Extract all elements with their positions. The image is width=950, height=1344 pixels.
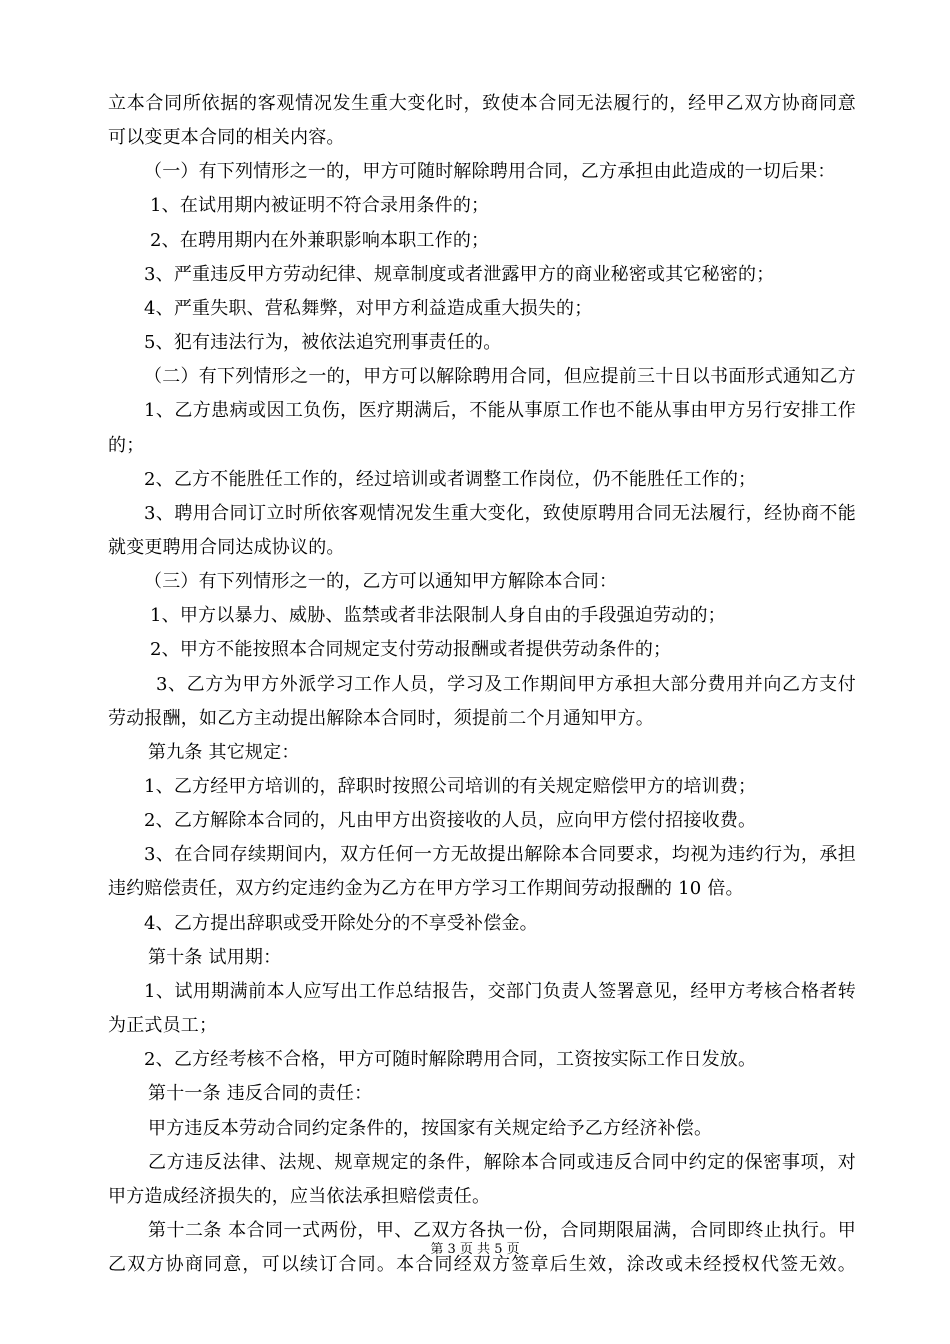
text-line: 第十二条 本合同一式两份，甲、乙双方各执一份，合同期限届满，合同即终止执行。甲 [148, 1220, 856, 1241]
text-line: （一）有下列情形之一的，甲方可随时解除聘用合同，乙方承担由此造成的一切后果： [144, 161, 836, 183]
text-line: 2、乙方解除本合同的，凡由甲方出资接收的人员，应向甲方偿付招接收费。 [144, 810, 757, 832]
text-line: 劳动报酬，如乙方主动提出解除本合同时，须提前二个月通知甲方。 [108, 707, 654, 729]
text-line: 第十一条 违反合同的责任： [148, 1083, 373, 1105]
text-line: 的； [108, 434, 145, 456]
text-line: 2、乙方不能胜任工作的，经过培训或者调整工作岗位，仍不能胜任工作的； [144, 468, 757, 490]
text-line: 3、聘用合同订立时所依客观情况发生重大变化，致使原聘用合同无法履行，经协商不能 [144, 502, 856, 524]
text-line: 1、甲方以暴力、威胁、监禁或者非法限制人身自由的手段强迫劳动的； [150, 605, 726, 627]
text-line: 乙双方协商同意，可以续订合同。本合同经双方签章后生效，涂改或未经授权代签无效。 [108, 1254, 856, 1276]
text-line: 为正式员工； [108, 1015, 218, 1036]
text-line: 3、在合同存续期间内，双方任何一方无故提出解除本合同要求，均视为违约行为，承担 [144, 844, 856, 866]
text-line: 甲方违反本劳动合同约定条件的，按国家有关规定给予乙方经济补偿。 [148, 1117, 713, 1139]
page-footer: 第 3 页 共 5 页 [430, 1242, 520, 1257]
text-line: 违约赔偿责任，双方约定违约金为乙方在甲方学习工作期间劳动报酬的 10 倍。 [108, 878, 744, 900]
text-line: 1、乙方患病或因工负伤，医疗期满后，不能从事原工作也不能从事由甲方另行安排工作 [144, 400, 856, 422]
text-line: （二）有下列情形之一的，甲方可以解除聘用合同，但应提前三十日以书面形式通知乙方 [144, 366, 856, 388]
text-line: 1、在试用期内被证明不符合录用条件的； [150, 195, 490, 217]
text-line: 2、在聘用期内在外兼职影响本职工作的； [150, 229, 490, 251]
text-line: 3、乙方为甲方外派学习工作人员，学习及工作期间甲方承担大部分费用并向乙方支付 [156, 673, 856, 695]
text-line: 乙方违反法律、法规、规章规定的条件，解除本合同或违反合同中约定的保密事项，对 [148, 1151, 856, 1173]
text-line: 4、乙方提出辞职或受开除处分的不享受补偿金。 [144, 912, 538, 934]
text-line: 立本合同所依据的客观情况发生重大变化时，致使本合同无法履行的，经甲乙双方协商同意 [108, 93, 856, 114]
text-line: 第九条 其它规定： [148, 741, 300, 763]
text-line: 第十条 试用期： [148, 946, 282, 968]
text-line: 甲方造成经济损失的，应当依法承担赔偿责任。 [108, 1185, 491, 1207]
text-line: 1、试用期满前本人应写出工作总结报告，交部门负责人签署意见，经甲方考核合格者转 [144, 980, 856, 1002]
text-line: 4、严重失职、营私舞弊，对甲方利益造成重大损失的； [144, 297, 593, 319]
text-line: 1、乙方经甲方培训的，辞职时按照公司培训的有关规定赔偿甲方的培训费； [144, 776, 757, 797]
text-line: 2、乙方经考核不合格，甲方可随时解除聘用合同，工资按实际工作日发放。 [144, 1049, 757, 1071]
text-line: 就变更聘用合同达成协议的。 [108, 537, 345, 558]
text-line: 可以变更本合同的相关内容。 [108, 127, 345, 149]
text-line: 3、严重违反甲方劳动纪律、规章制度或者泄露甲方的商业秘密或其它秘密的； [144, 263, 775, 285]
text-line: 2、甲方不能按照本合同规定支付劳动报酬或者提供劳动条件的； [150, 639, 672, 661]
text-line: 5、犯有违法行为，被依法追究刑事责任的。 [144, 332, 502, 353]
text-line: （三）有下列情形之一的，乙方可以通知甲方解除本合同： [144, 571, 618, 593]
